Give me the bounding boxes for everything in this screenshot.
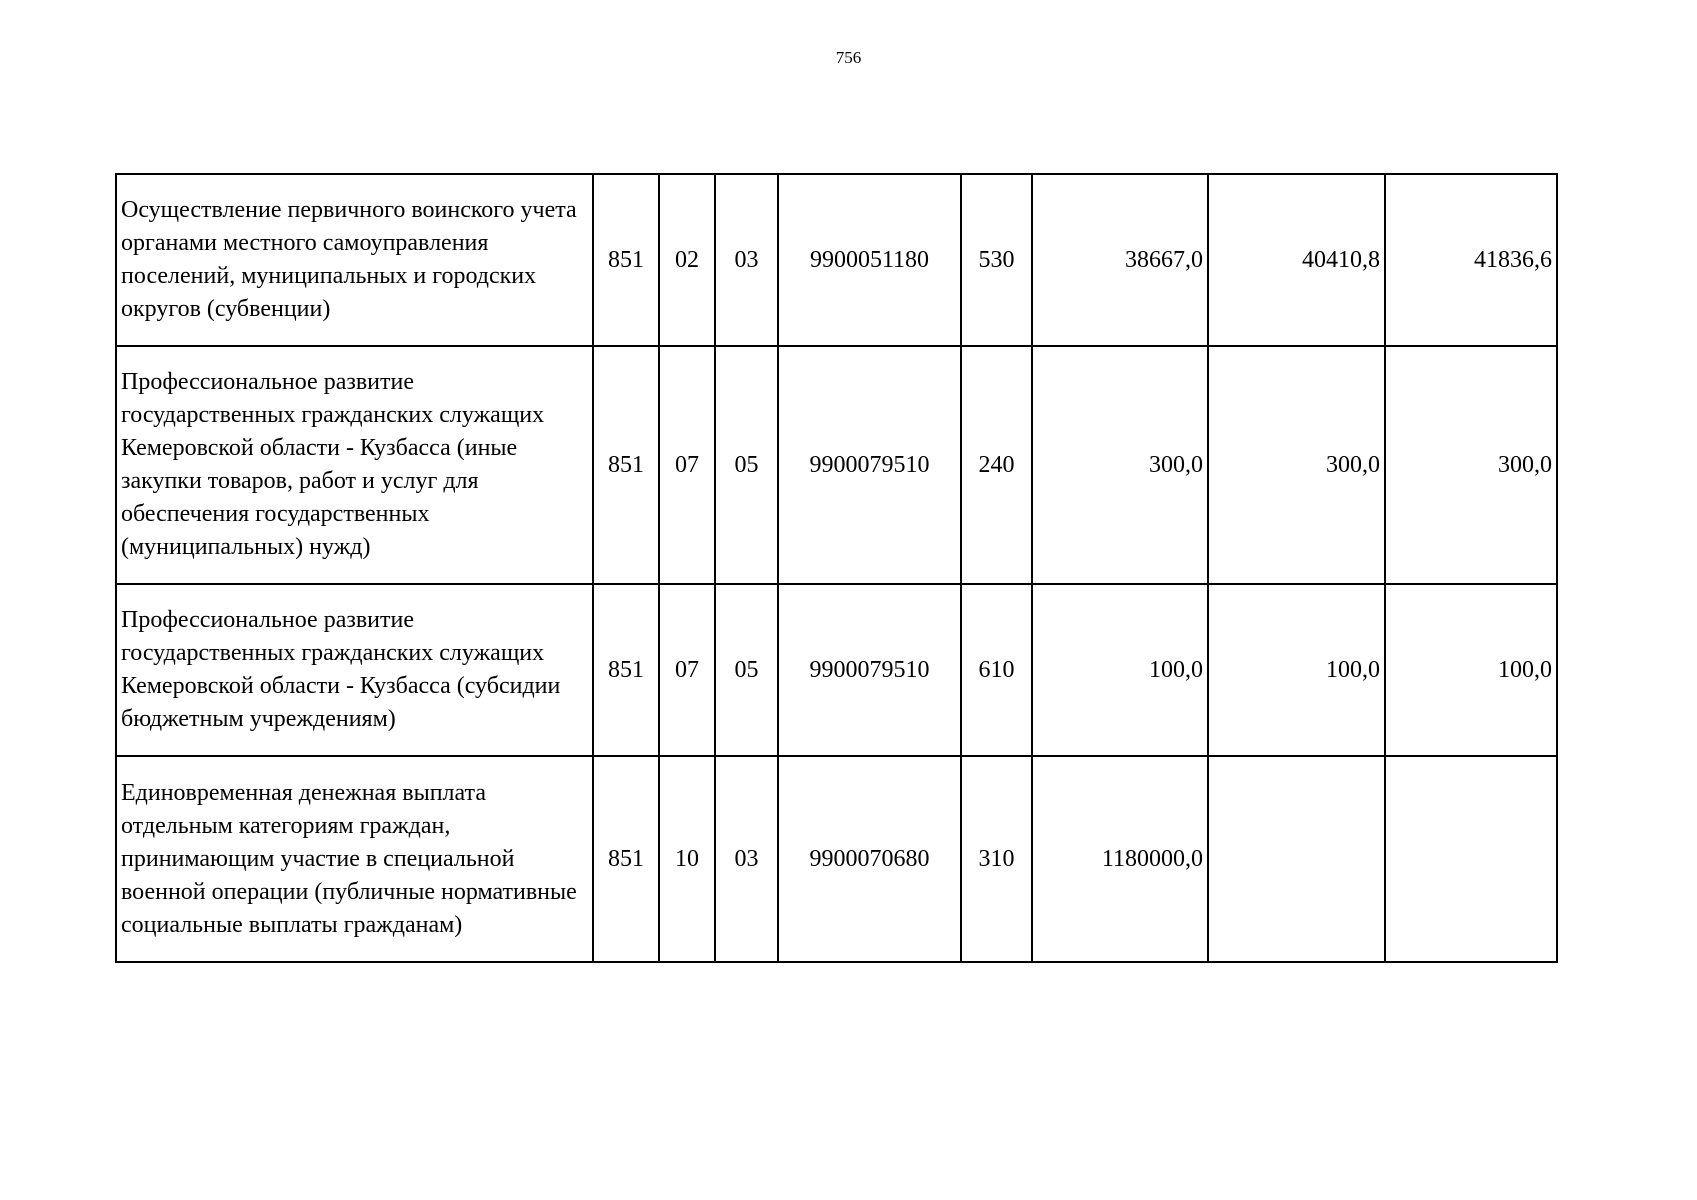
section-code: 07 — [659, 584, 715, 756]
table-row — [116, 756, 1557, 962]
row-description: Единовременная денежная выплата отдельным категориям граждан, принимающим участие в специальной военной операции (публичные нормативные социальные выплаты гражданам) — [116, 756, 593, 962]
amount-2: 100,0 — [1208, 584, 1385, 756]
subsection-code: 05 — [715, 584, 778, 756]
expense-type-code: 530 — [961, 174, 1032, 346]
ministry-code: 851 — [593, 346, 659, 584]
row-description: Профессиональное развитие государственных гражданских служащих Кемеровской области - Кузбасса (субсидии бюджетным учреждениям) — [116, 584, 593, 756]
amount-1: 300,0 — [1032, 346, 1208, 584]
budget-table — [115, 173, 1558, 963]
ministry-code: 851 — [593, 584, 659, 756]
row-description: Осуществление первичного воинского учета органами местного самоуправления поселений, муниципальных и городских округов (субвенции) — [116, 174, 593, 346]
expense-type-code: 240 — [961, 346, 1032, 584]
target-article-code: 9900079510 — [778, 584, 961, 756]
amount-1: 100,0 — [1032, 584, 1208, 756]
subsection-code: 03 — [715, 174, 778, 346]
row-description: Профессиональное развитие государственных гражданских служащих Кемеровской области - Кузбасса (иные закупки товаров, работ и услуг для обеспечения государственных (муниципальных) нужд) — [116, 346, 593, 584]
target-article-code: 9900079510 — [778, 346, 961, 584]
table-row — [116, 584, 1557, 756]
amount-3 — [1385, 756, 1557, 962]
section-code: 02 — [659, 174, 715, 346]
page-number: 756 — [835, 48, 862, 67]
subsection-code: 03 — [715, 756, 778, 962]
section-code: 10 — [659, 756, 715, 962]
subsection-code: 05 — [715, 346, 778, 584]
target-article-code: 9900051180 — [778, 174, 961, 346]
amount-3: 100,0 — [1385, 584, 1557, 756]
amount-2: 40410,8 — [1208, 174, 1385, 346]
amount-2 — [1208, 756, 1385, 962]
amount-1: 38667,0 — [1032, 174, 1208, 346]
expense-type-code: 610 — [961, 584, 1032, 756]
amount-2: 300,0 — [1208, 346, 1385, 584]
ministry-code: 851 — [593, 756, 659, 962]
section-code: 07 — [659, 346, 715, 584]
expense-type-code: 310 — [961, 756, 1032, 962]
table-row — [116, 346, 1557, 584]
amount-3: 41836,6 — [1385, 174, 1557, 346]
ministry-code: 851 — [593, 174, 659, 346]
amount-1: 1180000,0 — [1032, 756, 1208, 962]
target-article-code: 9900070680 — [778, 756, 961, 962]
amount-3: 300,0 — [1385, 346, 1557, 584]
table-row — [116, 174, 1557, 346]
